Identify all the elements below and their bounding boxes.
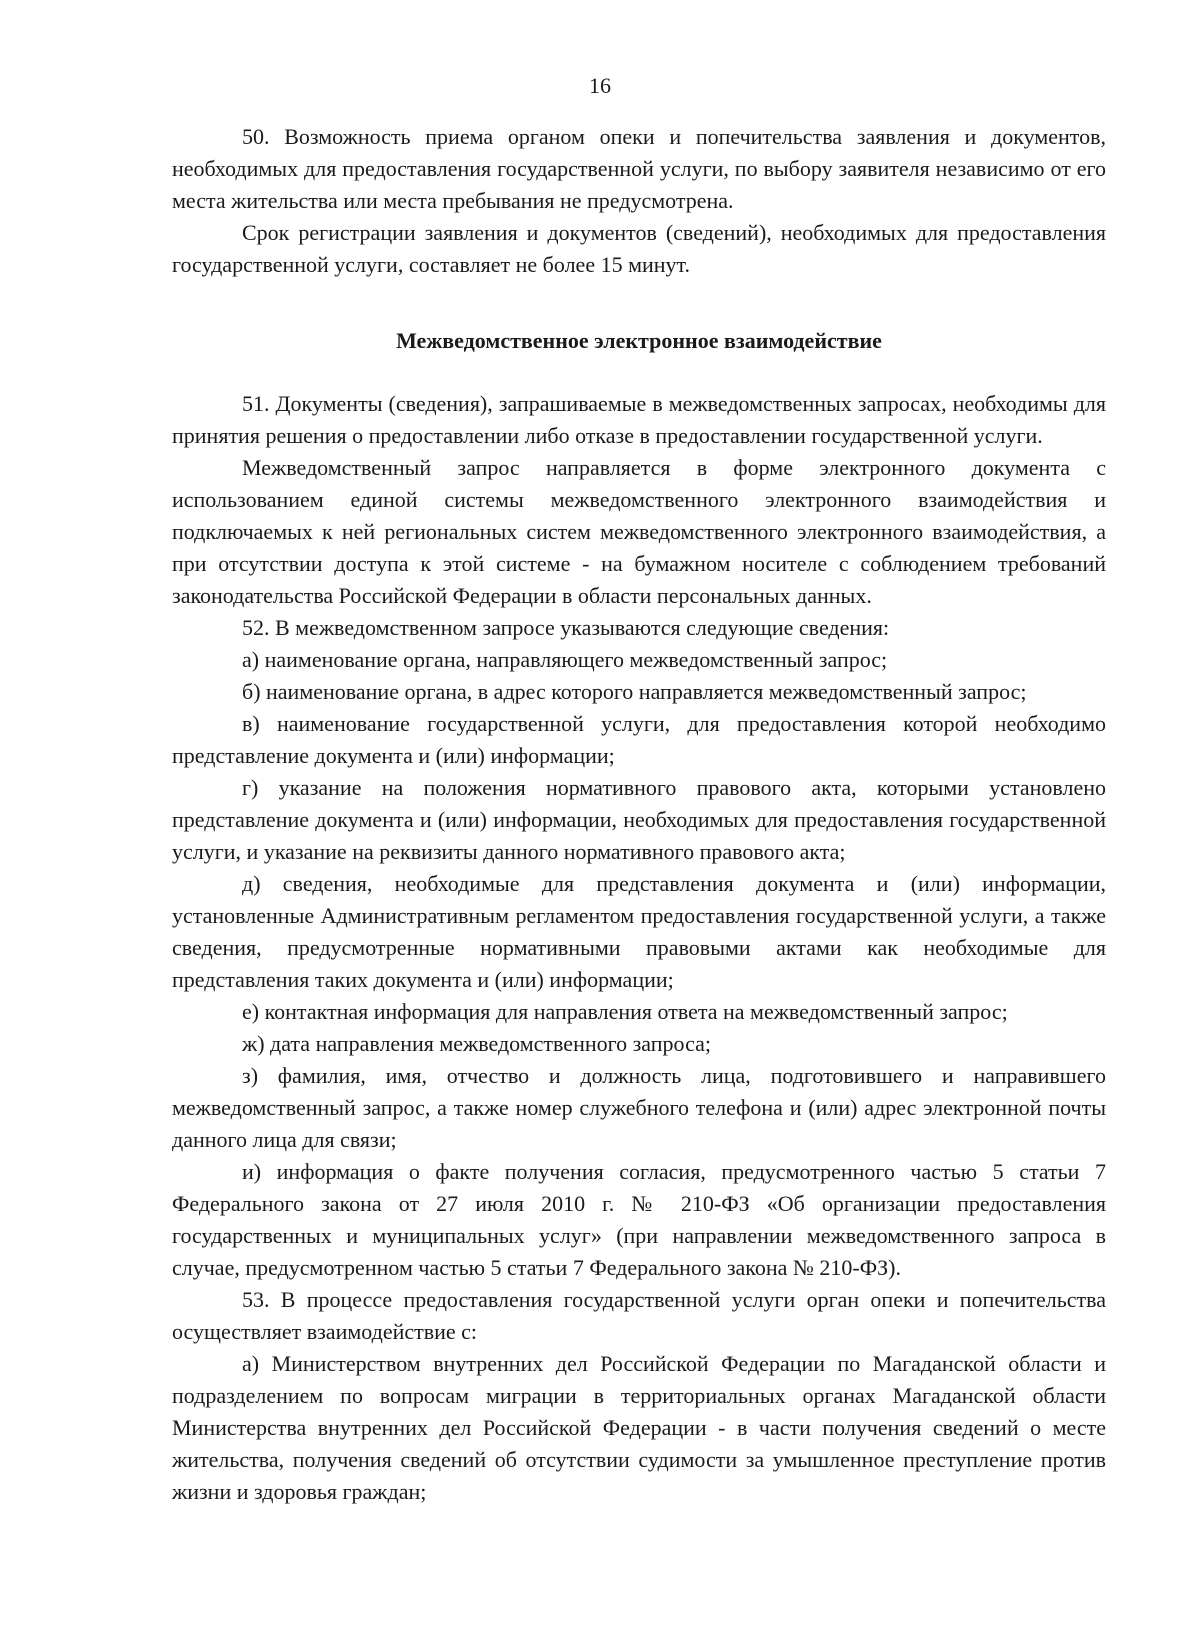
- paragraph-53: 53. В процессе предоставления государственной услуги орган опеки и попечительства осуществляет взаимодействие с:: [172, 1287, 1106, 1344]
- document-body: [172, 121, 1106, 1508]
- list-item-b: б) наименование органа, в адрес которого направляется межведомственный запрос;: [242, 679, 1027, 704]
- paragraph-52: 52. В межведомственном запросе указываются следующие сведения:: [242, 615, 890, 640]
- list-item-e: е) контактная информация для направления ответа на межведомственный запрос;: [242, 999, 1008, 1024]
- paragraph-51: 51. Документы (сведения), запрашиваемые в межведомственных запросах, необходимы для принятия решения о предоставлении либо отказе в предоставлении государственной услуги.: [172, 391, 1106, 448]
- list-item-d: д) сведения, необходимые для представления документа и (или) информации, установленные Административным регламентом предоставления государственной услуги, а также сведения, предусмотренные нормативными правовыми актами как необходимые для представления таких документа и (или) информации;: [172, 871, 1106, 992]
- list-item-zh: ж) дата направления межведомственного запроса;: [242, 1031, 711, 1056]
- section-heading: Межведомственное электронное взаимодействие: [396, 328, 882, 353]
- list-item-a: а) наименование органа, направляющего межведомственный запрос;: [242, 647, 888, 672]
- list-item-53-a: а) Министерством внутренних дел Российской Федерации по Магаданской области и подразделением по вопросам миграции в территориальных органах Магаданской области Министерства внутренних дел Российской Федерации - в части получения сведений о месте жительства, получения сведений об отсутствии судимости за умышленное преступление против жизни и здоровья граждан;: [172, 1351, 1106, 1504]
- paragraph-50: 50. Возможность приема органом опеки и попечительства заявления и документов, необходимых для предоставления государственной услуги, по выбору заявителя независимо от его места жительства или места пребывания не предусмотрена.: [172, 124, 1106, 213]
- list-item-v: в) наименование государственной услуги, для предоставления которой необходимо представление документа и (или) информации;: [172, 711, 1106, 768]
- page-number: 16: [589, 73, 611, 98]
- paragraph-request-form: Межведомственный запрос направляется в форме электронного документа с использованием единой системы межведомственного электронного взаимодействия и подключаемых к ней региональных систем межведомственного электронного взаимодействия, а при отсутствии доступа к этой системе - на бумажном носителе с соблюдением требований законодательства Российской Федерации в области персональных данных.: [172, 455, 1106, 608]
- list-item-g: г) указание на положения нормативного правового акта, которыми установлено представление документа и (или) информации, необходимых для предоставления государственной услуги, и указание на реквизиты данного нормативного правового акта;: [172, 775, 1106, 864]
- list-item-i: и) информация о факте получения согласия, предусмотренного частью 5 статьи 7 Федерального закона от 27 июля 2010 г. № 210-ФЗ «Об организации предоставления государственных и муниципальных услуг» (при направлении межведомственного запроса в случае, предусмотренном частью 5 статьи 7 Федерального закона № 210-ФЗ).: [172, 1159, 1106, 1280]
- paragraph-registration-term: Срок регистрации заявления и документов (сведений), необходимых для предоставления государственной услуги, составляет не более 15 минут.: [172, 220, 1106, 277]
- section-gap: [172, 281, 1106, 313]
- list-item-z: з) фамилия, имя, отчество и должность лица, подготовившего и направившего межведомственный запрос, а также номер служебного телефона и (или) адрес электронной почты данного лица для связи;: [172, 1063, 1106, 1152]
